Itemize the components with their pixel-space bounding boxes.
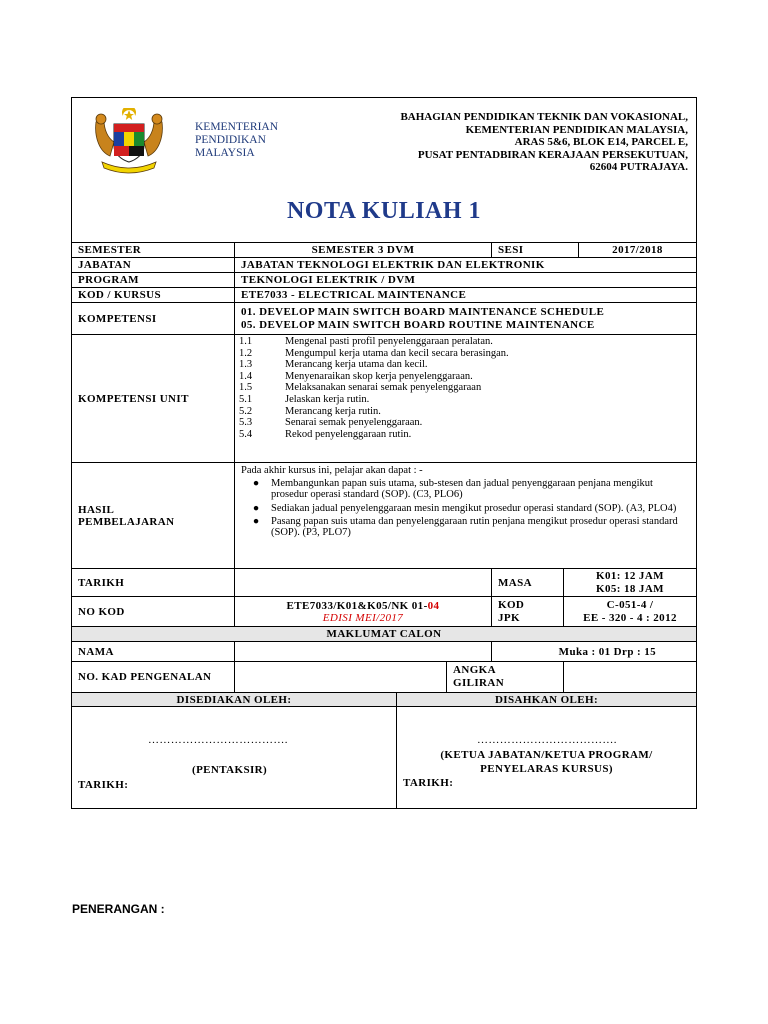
bullet-icon: ●: [252, 502, 260, 514]
approved-by-box: [396, 707, 696, 808]
jpk-code-line: EE - 320 - 4 : 2012: [583, 611, 677, 624]
document-title: NOTA KULIAH 1: [286, 198, 482, 224]
prepared-date-label: TARIKH:: [78, 779, 129, 791]
malaysia-coat-of-arms-emblem: [92, 108, 166, 174]
competency-item: 05. DEVELOP MAIN SWITCH BOARD ROUTINE MAINTENANCE: [241, 319, 595, 331]
course-code-row: [72, 287, 696, 302]
jpk-code-label: [491, 597, 563, 626]
unit-competency-item: [239, 371, 692, 383]
course-code-value: ETE7033 - ELECTRICAL MAINTENANCE: [234, 288, 696, 302]
competency-row: [72, 302, 696, 334]
edition-label: EDISI MEI/2017: [322, 611, 404, 624]
unit-competency-number: 1.4: [239, 370, 253, 382]
semester-value: SEMESTER 3 DVM: [234, 243, 491, 257]
unit-competency-text: Merancang kerja utama dan kecil.: [285, 359, 428, 371]
unit-competency-text: Mengenal pasti profil penyelenggaraan peralatan.: [285, 336, 493, 347]
learning-outcome-item: [241, 478, 690, 500]
candidate-info-header: [72, 626, 696, 641]
jpk-code-label-line: JPK: [498, 611, 520, 624]
unit-competency-item: [239, 394, 692, 406]
learning-outcome-text: Membangunkan papan suis utama, sub-stesen dan jadual penyenggaraan penjana mengikut prosedur operasi standard (SOP). (C3, PLO6): [271, 478, 653, 501]
address-line: BAHAGIAN PENDIDIKAN TEKNIK DAN VOKASIONAL,: [400, 111, 688, 123]
jabatan-row: [72, 257, 696, 272]
unit-competency-number: 1.5: [239, 382, 253, 394]
unit-competency-number: 1.3: [239, 359, 253, 371]
unit-competency-number: 1.1: [239, 336, 253, 347]
name-label: NAMA: [78, 645, 114, 658]
learning-outcome-text: Pasang papan suis utama dan penyelenggaraan rutin penjana mengikut prosedur operasi standard (SOP). (P3, PLO7): [271, 515, 678, 539]
ministry-line: MALAYSIA: [195, 147, 255, 159]
explanation-heading: PENERANGAN :: [72, 902, 165, 916]
document-code-label: NO KOD: [78, 605, 125, 618]
learning-outcome-intro: Pada akhir kursus ini, pelajar akan dapat : -: [241, 465, 423, 476]
index-number-label-line: GILIRAN: [453, 677, 505, 689]
date-label: TARIKH: [78, 576, 125, 589]
competency-label: KOMPETENSI: [78, 312, 157, 325]
head-of-dept-label: [397, 748, 696, 776]
unit-competency-item: [239, 429, 692, 441]
head-of-dept-line: PENYELARAS KURSUS): [480, 763, 613, 775]
unit-competency-text: Mengumpul kerja utama dan kecil secara berasingan.: [285, 347, 509, 359]
ministry-line: KEMENTERIAN: [195, 121, 279, 133]
unit-competency-item: [239, 336, 692, 348]
ministry-address: [400, 111, 688, 174]
approved-date-label: TARIKH:: [403, 777, 454, 789]
unit-competency-number: 5.4: [239, 428, 253, 440]
unit-competency-text: Merancang kerja rutin.: [285, 405, 381, 417]
address-line: KEMENTERIAN PENDIDIKAN MALAYSIA,: [465, 123, 688, 136]
head-of-dept-line: (KETUA JABATAN/KETUA PROGRAM/: [440, 749, 653, 761]
learning-outcome-label-line: PEMBELAJARAN: [78, 515, 175, 528]
document-code-revision: 04: [427, 599, 440, 612]
address-line: 62604 PUTRAJAYA.: [589, 161, 688, 174]
program-row: [72, 272, 696, 287]
unit-competency-number: 5.2: [239, 405, 253, 417]
jabatan-value: JABATAN TEKNOLOGI ELEKTRIK DAN ELEKTRONIK: [234, 258, 696, 272]
semester-row: [72, 242, 696, 257]
program-value: TEKNOLOGI ELEKTRIK / DVM: [234, 273, 696, 287]
id-card-label: NO. KAD PENGENALAN: [78, 671, 212, 683]
unit-competency-label: KOMPETENSI UNIT: [78, 392, 189, 405]
learning-outcome-item: [241, 503, 690, 514]
unit-competency-item: [239, 382, 692, 394]
index-number-field[interactable]: [563, 662, 696, 692]
ministry-line: PENDIDIKAN: [195, 134, 266, 146]
unit-competency-text: Jelaskan kerja rutin.: [285, 393, 370, 405]
address-line: ARAS 5&6, BLOK E14, PARCEL E,: [514, 136, 688, 149]
jpk-code-values: [563, 597, 696, 626]
signature-header: [72, 692, 696, 706]
duration-values: [563, 569, 696, 596]
program-label: PROGRAM: [78, 274, 139, 286]
prepared-by-box: [72, 707, 396, 808]
duration-item: K01: 12 JAM: [596, 569, 664, 582]
unit-competency-item: [239, 417, 692, 429]
document-code-value: [234, 597, 491, 626]
signature-line: ……………………………….: [477, 734, 617, 746]
date-value: [234, 569, 491, 596]
learning-outcome-row: [72, 462, 696, 568]
name-field[interactable]: [234, 642, 491, 661]
unit-competency-number: 5.1: [239, 393, 253, 405]
learning-outcome-item: [241, 516, 690, 538]
competency-values: [234, 303, 696, 334]
unit-competency-item: [239, 406, 692, 418]
duration-item: K05: 18 JAM: [596, 582, 664, 595]
signature-row: [72, 706, 696, 808]
bullet-icon: ●: [252, 478, 260, 490]
unit-competency-number: 5.3: [239, 417, 253, 429]
id-card-field[interactable]: [234, 662, 446, 692]
address-line: PUSAT PENTADBIRAN KERAJAAN PERSEKUTUAN,: [417, 148, 688, 161]
sesi-label: SESI: [491, 243, 578, 257]
learning-outcome-label: [72, 463, 234, 568]
learning-outcome-content: [234, 463, 696, 568]
unit-competency-item: [239, 359, 692, 371]
learning-outcome-list: [241, 478, 690, 538]
jpk-code-line: C-051-4 /: [606, 598, 654, 611]
index-number-label: [446, 662, 563, 692]
unit-competency-text: Melaksanakan senarai semak penyelenggaraan: [285, 382, 482, 394]
bullet-icon: ●: [252, 515, 260, 527]
jpk-code-label-line: KOD: [498, 598, 525, 611]
unit-competency-text: Rekod penyelenggaraan rutin.: [285, 428, 412, 440]
unit-competency-list: [234, 335, 696, 462]
prepared-by-label: DISEDIAKAN OLEH:: [176, 693, 292, 706]
duration-label: MASA: [491, 569, 563, 596]
unit-competency-number: 1.2: [239, 347, 253, 359]
candidate-info-title: MAKLUMAT CALON: [326, 628, 442, 640]
page-count: Muka : 01 Drp : 15: [491, 642, 696, 661]
lecture-note-form: [71, 97, 697, 809]
date-duration-row: [72, 568, 696, 596]
document-code-row: [72, 596, 696, 626]
unit-competency-text: Menyenaraikan skop kerja penyelenggaraan.: [285, 370, 473, 382]
competency-item: 01. DEVELOP MAIN SWITCH BOARD MAINTENANCE SCHEDULE: [241, 306, 605, 318]
learning-outcome-label-line: HASIL: [78, 503, 115, 516]
course-code-label: KOD / KURSUS: [78, 289, 162, 301]
semester-label: SEMESTER: [78, 244, 142, 256]
name-row: [72, 641, 696, 661]
id-card-row: [72, 661, 696, 692]
unit-competency-text: Senarai semak penyelenggaraan.: [285, 417, 423, 429]
learning-outcome-text: Sediakan jadual penyelenggaraan mesin mengikut prosedur operasi standard (SOP). (A3, PLO4): [271, 502, 677, 514]
index-number-label-line: ANGKA: [453, 664, 496, 676]
assessor-label: (PENTAKSIR): [192, 764, 268, 776]
jabatan-label: JABATAN: [78, 259, 132, 271]
unit-competency-item: [239, 348, 692, 360]
document-code-text: ETE7033/K01&K05/NK 01-: [286, 599, 428, 612]
ministry-name: [195, 121, 278, 160]
sesi-value: 2017/2018: [578, 243, 696, 257]
unit-competency-row: [72, 334, 696, 462]
signature-line: ……………………………….: [148, 734, 288, 746]
approved-by-label: DISAHKAN OLEH:: [396, 693, 696, 706]
